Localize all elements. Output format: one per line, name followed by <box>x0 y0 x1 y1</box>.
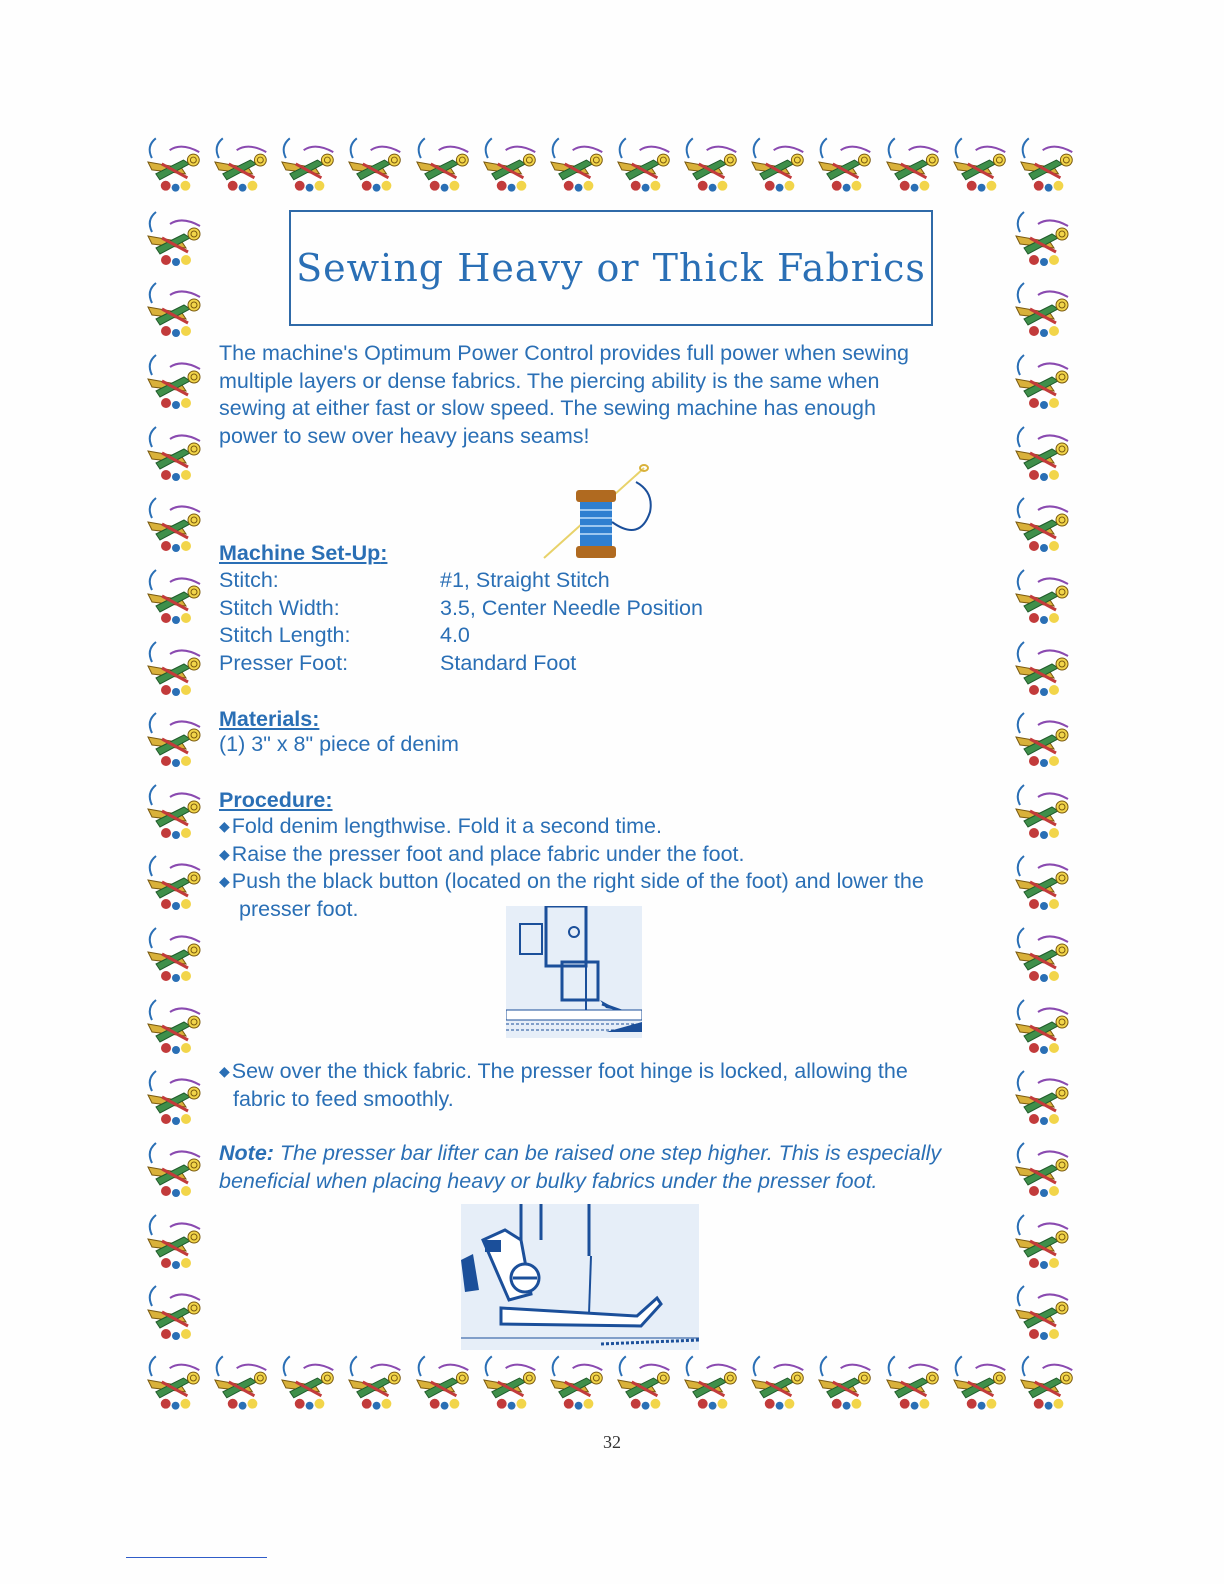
scissors-thread-motif-icon <box>1010 632 1078 700</box>
scissors-thread-motif-icon <box>142 990 210 1058</box>
scissors-thread-motif-icon <box>478 1346 545 1414</box>
procedure-step: Sew over the thick fabric. The presser foot hinge is locked, allowing the <box>231 1059 908 1083</box>
setup-row <box>219 595 703 623</box>
note-label: Note: <box>219 1141 274 1165</box>
setup-value: 4.0 <box>440 623 470 647</box>
setup-label: Stitch: <box>219 568 279 592</box>
setup-row <box>219 622 703 650</box>
scissors-thread-motif-icon <box>881 1346 948 1414</box>
note <box>219 1140 959 1195</box>
scissors-thread-motif-icon <box>679 1346 746 1414</box>
scissors-thread-motif-icon <box>545 128 612 196</box>
intro-paragraph <box>219 340 999 450</box>
bullet-icon: ◆ <box>219 873 230 889</box>
scissors-thread-motif-icon <box>1010 846 1078 914</box>
border-right <box>1010 200 1082 1346</box>
intro-line: The machine's Optimum Power Control provides full power when sewing <box>219 341 910 365</box>
scissors-thread-motif-icon <box>142 846 210 914</box>
materials-heading: Materials: <box>219 707 320 731</box>
bullet-icon: ◆ <box>219 845 230 862</box>
scissors-thread-motif-icon <box>679 128 746 196</box>
setup-row <box>219 650 703 678</box>
scissors-thread-motif-icon <box>478 128 545 196</box>
scissors-thread-motif-icon <box>1010 273 1078 341</box>
scissors-thread-motif-icon <box>142 273 210 341</box>
scissors-thread-motif-icon <box>1010 703 1078 771</box>
scissors-thread-motif-icon <box>1010 990 1078 1058</box>
scissors-thread-motif-icon <box>1015 128 1082 196</box>
setup-label: Stitch Length: <box>219 623 351 647</box>
scissors-thread-motif-icon <box>142 1346 209 1414</box>
scissors-thread-motif-icon <box>411 1346 478 1414</box>
scissors-thread-motif-icon <box>209 1346 276 1414</box>
scissors-thread-motif-icon <box>746 1346 813 1414</box>
scissors-thread-motif-icon <box>1010 488 1078 556</box>
scissors-thread-motif-icon <box>142 417 210 485</box>
scissors-thread-motif-icon <box>142 775 210 843</box>
setup-value: 3.5, Center Needle Position <box>440 595 703 620</box>
setup-value: #1, Straight Stitch <box>440 568 610 592</box>
scissors-thread-motif-icon <box>142 202 210 270</box>
scissors-thread-motif-icon <box>881 128 948 196</box>
scissors-thread-motif-icon <box>142 1205 210 1273</box>
scissors-thread-motif-icon <box>142 632 210 700</box>
scissors-thread-motif-icon <box>545 1346 612 1414</box>
bullet-icon: ◆ <box>219 818 230 834</box>
scissors-thread-motif-icon <box>142 1061 210 1129</box>
presser-bar-lifter-figure <box>461 1204 699 1350</box>
scissors-thread-motif-icon <box>1010 202 1078 270</box>
scissors-thread-motif-icon <box>612 1346 679 1414</box>
bullet-icon: ◆ <box>219 1063 230 1079</box>
border-left <box>142 200 214 1346</box>
scissors-thread-motif-icon <box>209 128 276 196</box>
procedure-step: Fold denim lengthwise. Fold it a second time. <box>231 814 662 838</box>
border-bottom <box>142 1346 1082 1418</box>
setup-row <box>219 567 703 595</box>
scissors-thread-motif-icon <box>276 1346 343 1414</box>
footer-rule <box>126 1557 267 1558</box>
scissors-thread-motif-icon <box>612 128 679 196</box>
procedure-step: presser foot. <box>239 896 359 921</box>
scissors-thread-motif-icon <box>142 1133 210 1201</box>
procedure-step: fabric to feed smoothly. <box>233 1086 454 1111</box>
scissors-thread-motif-icon <box>142 128 209 196</box>
scissors-thread-motif-icon <box>1015 1346 1082 1414</box>
setup-label: Stitch Width: <box>219 595 340 620</box>
setup-heading: Machine Set-Up: <box>219 541 388 565</box>
intro-line: sewing at either fast or slow speed. The sewing machine has enough <box>219 396 876 420</box>
scissors-thread-motif-icon <box>1010 918 1078 986</box>
setup-value: Standard Foot <box>440 650 577 675</box>
scissors-thread-motif-icon <box>142 560 210 628</box>
scissors-thread-motif-icon <box>1010 775 1078 843</box>
procedure-step: Push the black button (located on the right side of the foot) and lower the <box>231 869 924 893</box>
presser-foot-button-figure <box>506 906 642 1038</box>
scissors-thread-motif-icon <box>343 128 410 196</box>
procedure-heading: Procedure: <box>219 788 333 812</box>
note-text: The presser bar lifter can be raised one step higher. This is especially beneficial when placing heavy or bulky fabrics under the presser foot. <box>219 1141 942 1193</box>
procedure-steps-continued <box>219 1058 908 1113</box>
scissors-thread-motif-icon <box>1010 1276 1078 1344</box>
intro-line: multiple layers or dense fabrics. The piercing ability is the same when <box>219 368 880 393</box>
scissors-thread-motif-icon <box>1010 1133 1078 1201</box>
scissors-thread-motif-icon <box>276 128 343 196</box>
scissors-thread-motif-icon <box>142 488 210 556</box>
scissors-thread-motif-icon <box>813 1346 880 1414</box>
intro-line: power to sew over heavy jeans seams! <box>219 423 590 448</box>
scissors-thread-motif-icon <box>746 128 813 196</box>
scissors-thread-motif-icon <box>142 345 210 413</box>
scissors-thread-motif-icon <box>1010 560 1078 628</box>
scissors-thread-motif-icon <box>142 1276 210 1344</box>
procedure-step: Raise the presser foot and place fabric under the foot. <box>231 841 745 866</box>
scissors-thread-motif-icon <box>1010 417 1078 485</box>
scissors-thread-motif-icon <box>343 1346 410 1414</box>
scissors-thread-motif-icon <box>948 128 1015 196</box>
scissors-thread-motif-icon <box>948 1346 1015 1414</box>
materials-item: (1) 3" x 8" piece of denim <box>219 732 459 756</box>
scissors-thread-motif-icon <box>411 128 478 196</box>
scissors-thread-motif-icon <box>1010 1205 1078 1273</box>
scissors-thread-motif-icon <box>1010 345 1078 413</box>
border-top <box>142 128 1082 200</box>
page-title: Sewing Heavy or Thick Fabrics <box>296 246 926 290</box>
scissors-thread-motif-icon <box>142 703 210 771</box>
title-box <box>289 210 933 326</box>
scissors-thread-motif-icon <box>142 918 210 986</box>
thread-spool-icon <box>540 462 664 562</box>
scissors-thread-motif-icon <box>813 128 880 196</box>
setup-label: Presser Foot: <box>219 650 349 675</box>
page-number: 32 <box>603 1432 621 1452</box>
scissors-thread-motif-icon <box>1010 1061 1078 1129</box>
setup-table <box>219 567 703 677</box>
